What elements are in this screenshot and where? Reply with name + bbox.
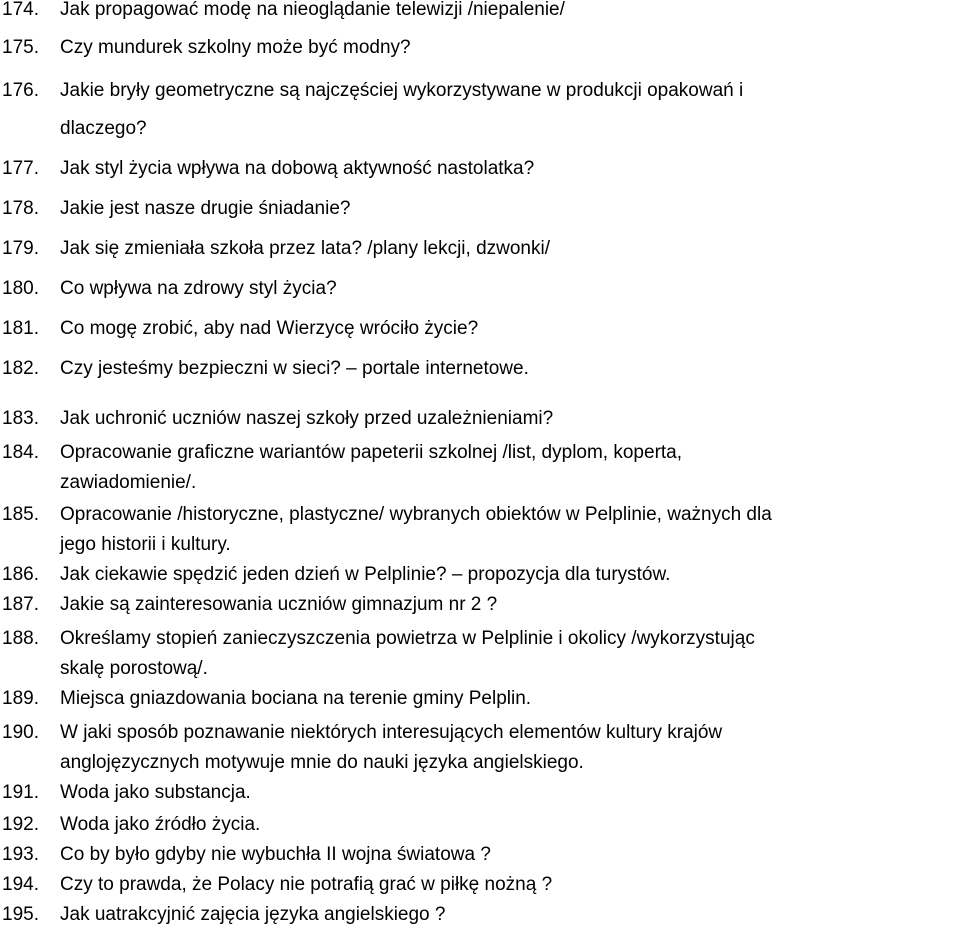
item-text: W jaki sposób poznawanie niektórych interesujących elementów kultury krajów	[60, 722, 723, 743]
item-text: Opracowanie graficzne wariantów papeterii szkolnej /list, dyplom, koperta,	[60, 442, 683, 463]
item-text-continuation: zawiadomienie/.	[60, 472, 197, 493]
item-text: Jak uatrakcyjnić zajęcia języka angielskiego ?	[60, 904, 446, 925]
item-text: Jak się zmieniała szkoła przez lata? /plany lekcji, dzwonki/	[60, 238, 550, 259]
item-number: 179.	[2, 238, 39, 259]
item-text: Jakie jest nasze drugie śniadanie?	[60, 198, 351, 219]
item-text: Jakie są zainteresowania uczniów gimnazjum nr 2 ?	[60, 594, 498, 615]
item-text: Woda jako substancja.	[60, 782, 251, 803]
item-number: 185.	[2, 504, 39, 525]
item-number: 174.	[2, 0, 39, 20]
item-text: Co mogę zrobić, aby nad Wierzycę wróciło życie?	[60, 318, 479, 339]
item-number: 180.	[2, 278, 39, 299]
item-number: 181.	[2, 318, 39, 339]
item-text: Określamy stopień zanieczyszczenia powietrza w Pelplinie i okolicy /wykorzystując	[60, 628, 755, 649]
item-number: 182.	[2, 358, 39, 379]
item-text: Woda jako źródło życia.	[60, 814, 261, 835]
item-text: Jak propagować modę na nieoglądanie telewizji /niepalenie/	[60, 0, 565, 20]
item-text: Jakie bryły geometryczne są najczęściej wykorzystywane w produkcji opakowań i	[60, 80, 744, 101]
item-text: Jak uchronić uczniów naszej szkoły przed uzależnieniami?	[60, 408, 554, 429]
item-text: Czy jesteśmy bezpieczni w sieci? – portale internetowe.	[60, 358, 529, 379]
item-number: 189.	[2, 688, 39, 709]
item-text: Opracowanie /historyczne, plastyczne/ wybranych obiektów w Pelplinie, ważnych dla	[60, 504, 772, 525]
item-number: 183.	[2, 408, 39, 429]
item-number: 190.	[2, 722, 39, 743]
item-text: Jak ciekawie spędzić jeden dzień w Pelplinie? – propozycja dla turystów.	[60, 564, 671, 585]
item-number: 192.	[2, 814, 39, 835]
item-number: 176.	[2, 80, 39, 101]
item-text: Co wpływa na zdrowy styl życia?	[60, 278, 337, 299]
item-number: 186.	[2, 564, 39, 585]
item-text: Miejsca gniazdowania bociana na terenie gminy Pelplin.	[60, 688, 532, 709]
item-text-continuation: dlaczego?	[60, 118, 147, 139]
item-text-continuation: skalę porostową/.	[60, 658, 208, 679]
item-number: 193.	[2, 844, 39, 865]
item-number: 195.	[2, 904, 39, 925]
item-number: 188.	[2, 628, 39, 649]
item-text-continuation: jego historii i kultury.	[60, 534, 231, 555]
item-number: 178.	[2, 198, 39, 219]
item-number: 177.	[2, 158, 39, 179]
item-text: Czy to prawda, że Polacy nie potrafią grać w piłkę nożną ?	[60, 874, 553, 895]
item-text: Czy mundurek szkolny może być modny?	[60, 37, 411, 58]
item-number: 184.	[2, 442, 39, 463]
item-number: 191.	[2, 782, 39, 803]
item-text: Jak styl życia wpływa na dobową aktywność nastolatka?	[60, 158, 535, 179]
item-text-continuation: anglojęzycznych motywuje mnie do nauki języka angielskiego.	[60, 752, 584, 773]
item-number: 187.	[2, 594, 39, 615]
item-text: Co by było gdyby nie wybuchła II wojna światowa ?	[60, 844, 491, 865]
item-number: 194.	[2, 874, 39, 895]
item-number: 175.	[2, 37, 39, 58]
